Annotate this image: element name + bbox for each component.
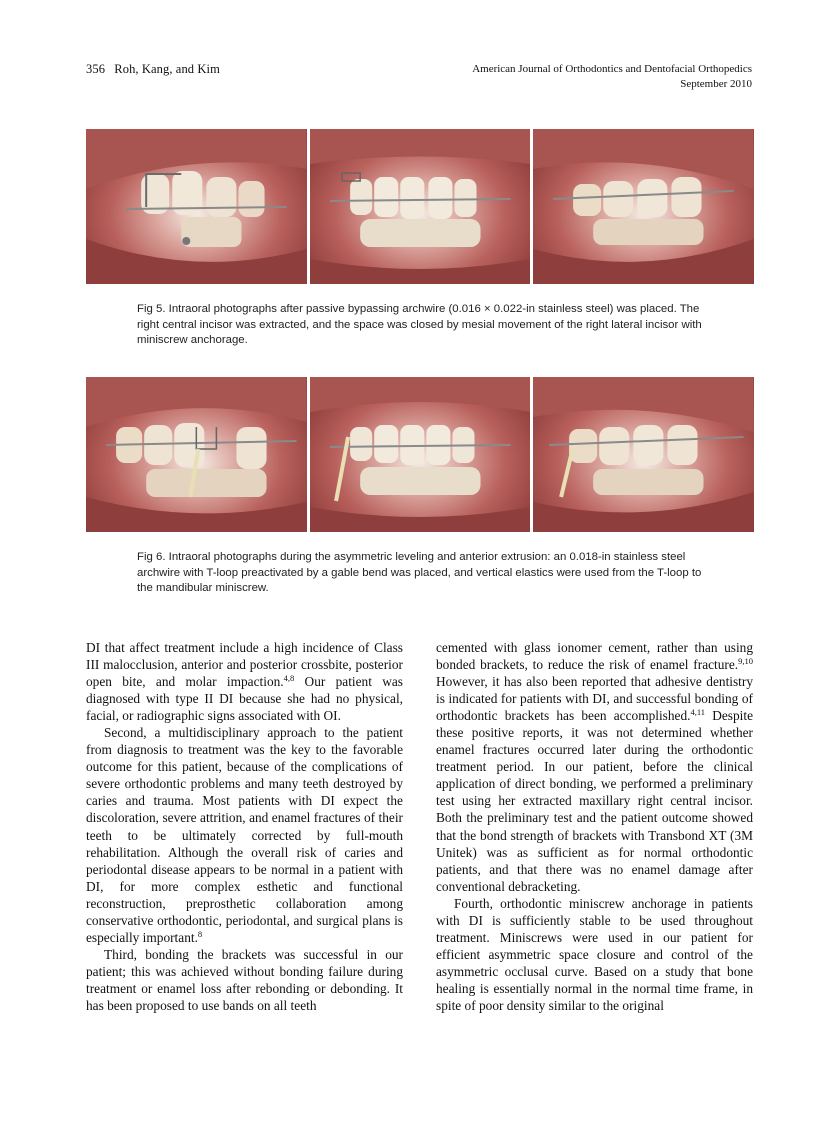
body-column-left xyxy=(86,639,403,1014)
fig6-photo-frontal xyxy=(310,377,531,532)
journal-title: American Journal of Orthodontics and Dentofacial Orthopedics xyxy=(472,63,752,75)
page-number: 356 xyxy=(86,62,106,76)
fig6-photo-left-lateral xyxy=(533,377,754,532)
citation: 4,8 xyxy=(283,673,295,684)
issue-date: September 2010 xyxy=(680,78,752,90)
paragraph: Third, bonding the brackets was successful in our patient; this was achieved without bonding failure during treatment or enamel loss after rebonding or debonding. It has been proposed to use bands on all teeth xyxy=(86,946,403,1013)
paragraph: cemented with glass ionomer cement, rather than using bonded brackets, to reduce the risk of enamel fracture.$^{9,10}$ However, it has also been reported that adhesive dentistry is indicated for patients with DI, and successful bonding of orthodontic brackets has been accomplished.$^{4,11}$ Despite these positive reports, it was not determined whether enamel fractures occurred later during the orthodontic treatment period. In our patient, before the clinical application of direct bonding, we performed a preliminary test using her extracted maxillary right central incisor. Both the preliminary test and the patient outcome showed that the bond strength of brackets with Transbond XT (3M Unitek) was as sufficient as for normal orthodontic patients, and that there was no enamel damage after conventional debracketing. xyxy=(436,640,753,894)
running-header-right xyxy=(472,62,752,92)
figure-6-photos xyxy=(86,377,754,532)
figure-5-photos xyxy=(86,129,754,284)
figure-6-caption: Fig 6. Intraoral photographs during the asymmetric leveling and anterior extrusion: an 0.018-in stainless steel archwire with T-loop preactivated by a gable bend was placed, and vertical elastics were used from the T-loop to the mandibular miniscrew. xyxy=(137,551,702,594)
author-names: Roh, Kang, and Kim xyxy=(114,62,220,76)
fig5-photo-frontal xyxy=(310,129,531,284)
fig6-photo-right-lateral xyxy=(86,377,307,532)
citation: 4,11 xyxy=(690,707,706,718)
citation: 8 xyxy=(197,928,203,939)
paragraph: Second, a multidisciplinary approach to the patient from diagnosis to treatment was the key to the favorable outcome for this patient, because of the complications of severe orthodontic problems and many teeth destroyed by caries and trauma. Most patients with DI expect the discoloration, severe attrition, and enamel fractures of their teeth to be ultimately corrected by full-mouth rehabilitation. Although the overall risk of caries and periodontal disease appears to be normal in a patient with DI, for more complex esthetic and functional reconstruction, preprosthetic collaboration among conservative orthodontic, periodontal, and surgical plans is especially important.$^8$ xyxy=(86,725,403,945)
paragraph: DI that affect treatment include a high incidence of Class III malocclusion, anterior and posterior crossbite, posterior open bite, and molar impaction.$^{4,8}$ Our patient was diagnosed with type II DI because she had no physical, facial, or radiographic signs associated with OI. xyxy=(86,640,403,724)
running-header-left xyxy=(86,62,220,77)
citation: 9,10 xyxy=(738,656,753,667)
fig5-photo-right-lateral xyxy=(86,129,307,284)
body-column-right xyxy=(436,639,753,1014)
paragraph: Fourth, orthodontic miniscrew anchorage in patients with DI is sufficiently stable to be used throughout treatment. Miniscrews were used in our patient for efficient asymmetric space closure and control of the asymmetric occlusal curve. Based on a study that bone healing is essentially normal in the normal time frame, in spite of poor density similar to the original xyxy=(436,895,753,1013)
figure-5-caption: Fig 5. Intraoral photographs after passive bypassing archwire (0.016 × 0.022-in stainless steel) was placed. The right central incisor was extracted, and the space was closed by mesial movement of the right lateral incisor with miniscrew anchorage. xyxy=(137,303,702,346)
fig5-photo-left-lateral xyxy=(533,129,754,284)
